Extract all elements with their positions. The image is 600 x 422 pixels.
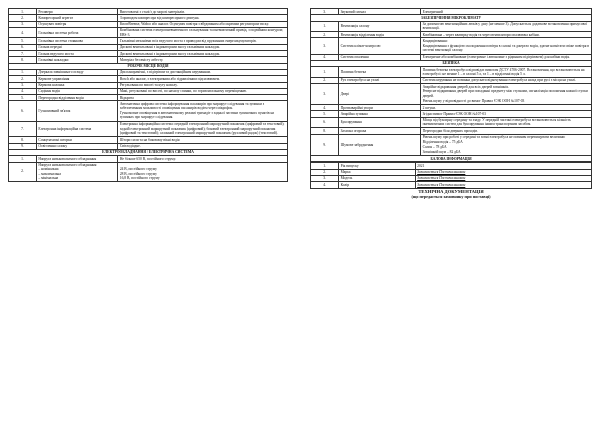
table-row — [311, 182, 592, 188]
row-number: 1. — [9, 69, 37, 75]
row-name: Перегородка відділення водія — [36, 95, 117, 101]
row-name: Освітлення салону — [36, 143, 117, 149]
row-number: 8. — [9, 137, 37, 143]
row-number: 4. — [311, 54, 339, 60]
paragraph: Гучномовне оповіщення в автоматичному режимі тримадіт з задньої частини зупиночних пунктів на зупинках про маршрут слідування. — [119, 111, 274, 120]
row-name: Гальмівна система стоянкова — [36, 38, 117, 44]
row-number: 4. — [311, 182, 339, 188]
row-name: Рух електробуса на ухилі — [339, 77, 421, 83]
row-number: 4. — [9, 88, 37, 94]
row-value: Система керування не повинна допускати відкочування електробуса назад при русі з місця на ухилі. — [421, 77, 592, 83]
row-value: Комбінована система електропневматичного гальмування та пневматичний привід, з подвійним контуром; EBS-3. — [118, 27, 288, 38]
row-name: Сонцезахисні шторки — [36, 137, 117, 143]
paragraph: Кондиціювання з функцією охолодження повітря в салоні та джерело водія, здатне нагнітати свіже повітря в системі вентиляції салону. — [422, 43, 589, 53]
row-value: Штори сили та на боковому вікні водія — [118, 137, 288, 143]
row-value — [421, 38, 592, 54]
row-number: 4. — [311, 105, 339, 111]
right-spec-table — [310, 8, 592, 162]
row-name: Пасивна безпека — [339, 67, 421, 78]
row-value — [118, 121, 288, 136]
row-number: 2. — [9, 15, 37, 21]
table-row — [9, 162, 288, 181]
section-heading-row — [311, 156, 592, 162]
section-info-title: БАЛОВА ІНФОРМАЦІЯ — [311, 156, 592, 162]
row-number: 1. — [311, 67, 339, 78]
table-row — [311, 117, 592, 128]
table-row — [311, 21, 592, 32]
row-number: 7. — [9, 51, 37, 57]
row-value: З приводом компресора від компресорного двигуна. — [118, 15, 288, 21]
paragraph: Електронна інформаційна система: передній електронний маршрутний покажчик (цифровий та текстовий); задній електронний маршрутний покажчик (цифровий); боковий електронний маршрутний покажчик (цифровий та текстовий); салонний електронний маршрутний покажчик (рухливий рядок) (текстовий). — [119, 122, 285, 135]
paragraph: Рівень шуму при роботі у середині та зовні електробуса не повинен перевищувати величини: — [422, 135, 566, 139]
row-value: Згідно вимог Правил ЄЭК ООН №107-03 — [421, 111, 592, 117]
row-value: Пасивна безпека електробуса відповідає вимогам ДСТУ 4706-2007. Встановлення, що встановлюється на електробусі: не менше 1 – в салоні 5 л, та 1 – в відділенні водія 5 л. — [421, 67, 592, 78]
row-number: 2. — [9, 162, 37, 181]
row-name: Гучномовний зв'язок — [36, 101, 117, 121]
row-number: 6. — [9, 101, 37, 121]
row-number: 1. — [311, 163, 339, 169]
row-value: Відкрита — [118, 95, 288, 101]
paragraph: Автоматична цифрова система інформування пасажирів про маршрут слідування та зупинки з забезпеченням можливості оповіщення пасажирів водієм через мікрофон. — [119, 101, 265, 111]
row-number: 9. — [311, 134, 339, 156]
row-name: Шумове забруднення — [339, 134, 421, 156]
row-value: Електричний — [421, 9, 592, 15]
row-name: Напруга низьковольтного обладнання: – номінальна – максимальна – мінімальна — [36, 162, 117, 181]
row-name: Компресорний агрегат — [36, 15, 117, 21]
row-number: 1. — [9, 156, 37, 162]
row-number: 5. — [9, 95, 37, 101]
row-name: Звуковий сигнал — [339, 9, 421, 15]
row-name: Система клімат-контролю — [339, 38, 421, 54]
paragraph: Зовнішній шум – 82 дБА — [422, 149, 461, 154]
row-number: 8. — [311, 128, 339, 134]
paragraph: Аварійне відкривання дверей для всіх дверей зовнішніх. — [422, 84, 510, 89]
row-name: Кермове управління — [36, 76, 117, 82]
row-name: Аварійна зупинка — [339, 111, 421, 117]
row-value: 24 В, постійного струму 28 В, постійного струму 16,8 В, постійного струму — [118, 162, 288, 181]
row-value: Світлодіодне. — [118, 143, 288, 149]
table-row — [311, 134, 592, 156]
row-name: Осушувач повітря — [36, 21, 117, 27]
paragraph: Кондиціювання: — [422, 38, 448, 43]
row-name: Вентиляція відділення водія — [339, 32, 421, 38]
row-value: Матеріал без вмісту азбесту. — [118, 57, 288, 63]
paragraph: Реверсне відкривання дверей при попаданні предмету між стулками, сигналізація положення кожної стулки дверей. — [422, 89, 588, 98]
row-name: Напруга низьковольтного обладнання — [36, 156, 117, 162]
row-name: Сидіння водія — [36, 88, 117, 94]
paragraph: Салон – 78 дБА — [422, 144, 447, 149]
row-number: 2. — [311, 169, 339, 175]
paragraph: Відділення водія – 75 дБА — [422, 139, 463, 144]
row-number: 3. — [9, 21, 37, 27]
row-value: Два панорамічні, з підігрівом та дистанційним керуванням. — [118, 69, 288, 75]
row-name: Рік випуску — [339, 163, 416, 169]
row-value: Bosch або аналог, з електричним або гідравлічним підсилювачем. — [118, 76, 288, 82]
table-row — [311, 84, 592, 105]
row-name: Кермова колонка — [36, 82, 117, 88]
row-number: 5. — [311, 111, 339, 117]
row-value: 2 штуки. — [421, 105, 592, 111]
paragraph: Рівень шуму у відповідності до вимог Правил ЄЭК ООН №107-03 — [422, 98, 525, 103]
left-spec-column — [8, 8, 288, 182]
row-number: 3. — [311, 38, 339, 54]
row-number: 6. — [9, 44, 37, 50]
row-value: Електричне або комбіноване (електричне і автономне з рідинним підігрівачем) для кабіни водія. — [421, 54, 592, 60]
row-number: 1. — [311, 21, 339, 32]
row-value: Виготовлені з сталі/з до морозі матеріалів. — [118, 9, 288, 15]
row-name: Електронна інформаційна система — [36, 121, 117, 136]
row-value: Дискові вентильовані з індикаторами зносу гальмівних накладок. — [118, 51, 288, 57]
row-name: Двері — [339, 84, 421, 105]
row-number: 9. — [9, 143, 37, 149]
row-value: Комбінована – через кватирку водія та через вентилятори опалювача кабіни. — [421, 32, 592, 38]
row-value: Місця під буксирну середину та ззаду. У передній частині електробуса встановлюється кількість пневматичних систем для буксирування іншим транспортним засобом. — [421, 117, 592, 128]
row-number: 5. — [9, 38, 37, 44]
table-row — [311, 67, 592, 78]
row-number: 4. — [9, 27, 37, 38]
row-value: За допомогою вентиляційних люків у даху (не менше 3). Допускається додаткове встановлення примусової вентиляції. — [421, 21, 592, 32]
row-number: 3. — [311, 175, 339, 181]
row-name: Гальма передні — [36, 44, 117, 50]
row-value: Зазначається Постачальником — [415, 182, 591, 188]
row-number: 8. — [9, 57, 37, 63]
row-number: 3. — [311, 84, 339, 105]
row-name: Колір — [339, 182, 416, 188]
info-table — [310, 162, 592, 188]
row-name: Гальма ведучого моста — [36, 51, 117, 57]
row-name: Гальмівна система робоча — [36, 27, 117, 38]
tech-doc-subtitle: (що передається замовнику при поставці) — [411, 194, 491, 200]
row-value: Дискові вентильовані з індикаторами зносу гальмівних накладок. — [118, 44, 288, 50]
row-value: Не більше 650 В, постійного струму. — [118, 156, 288, 162]
row-number: 2. — [311, 77, 339, 83]
row-value: Гальмівні механізми всіх ведучого моста з приводом від пружинних енергоакумуляторів. — [118, 38, 288, 44]
row-number: 3. — [9, 82, 37, 88]
row-name: Захисна огорожа — [339, 128, 421, 134]
row-value: Зазначається Постачальником — [415, 169, 591, 175]
row-number: 6. — [311, 117, 339, 128]
row-value — [421, 134, 592, 156]
row-number: 7. — [9, 121, 37, 136]
row-value: 2021 — [415, 163, 591, 169]
row-value: KnorrBremse, Wabco або аналог. Осушувач повітря з вбудованим або окремим регулятором тиску. — [118, 21, 288, 27]
row-value — [421, 84, 592, 105]
row-value: Перегородки біля дверних проходів. — [421, 128, 592, 134]
section-workplace-title: РОБОЧЕ МІСЦЕ ВОДІЯ — [9, 63, 288, 69]
row-name: Вентиляція салону — [339, 21, 421, 32]
table-row — [9, 101, 288, 121]
row-value: Зазначається Постачальником — [415, 175, 591, 181]
row-number: 1. — [9, 9, 37, 15]
row-number: 3. — [311, 9, 339, 15]
section-electric-title: ЕЛЕКТРООБЛАДНАННЯ / ЕЛЕКТРИЧНА СИСТЕМА — [9, 149, 288, 155]
row-number: 2. — [311, 32, 339, 38]
table-row — [9, 121, 288, 136]
row-value: Мякі, регульовані по висоті, по нахилу спинки, по горизонтальному переміщенню. — [118, 88, 288, 94]
left-spec-table — [8, 8, 288, 182]
row-value — [118, 101, 288, 121]
row-name: Модель — [339, 175, 416, 181]
row-name: Буксирування — [339, 117, 421, 128]
row-name: Дзеркала зовнішнього огляду — [36, 69, 117, 75]
row-name: Гальмівні накладки — [36, 57, 117, 63]
row-value: Регульована по висоті та куту нахилу. — [118, 82, 288, 88]
row-name: Протиаварійні упори — [339, 105, 421, 111]
row-name: Ресивери — [36, 9, 117, 15]
right-spec-column — [310, 8, 592, 199]
row-name: Система опалення — [339, 54, 421, 60]
row-name: Марка — [339, 169, 416, 175]
table-row — [9, 27, 288, 38]
section-safety-title: БЕЗПЕКА — [311, 60, 592, 66]
tech-doc-title: ТЕХНІЧНА ДОКУМЕНТАЦІЯ — [418, 189, 484, 195]
table-row — [311, 38, 592, 54]
section-climate-title: ЗАБЕЗПЕЧЕННЯ МІКРОКЛІМАТУ — [311, 15, 592, 21]
row-number: 2. — [9, 76, 37, 82]
